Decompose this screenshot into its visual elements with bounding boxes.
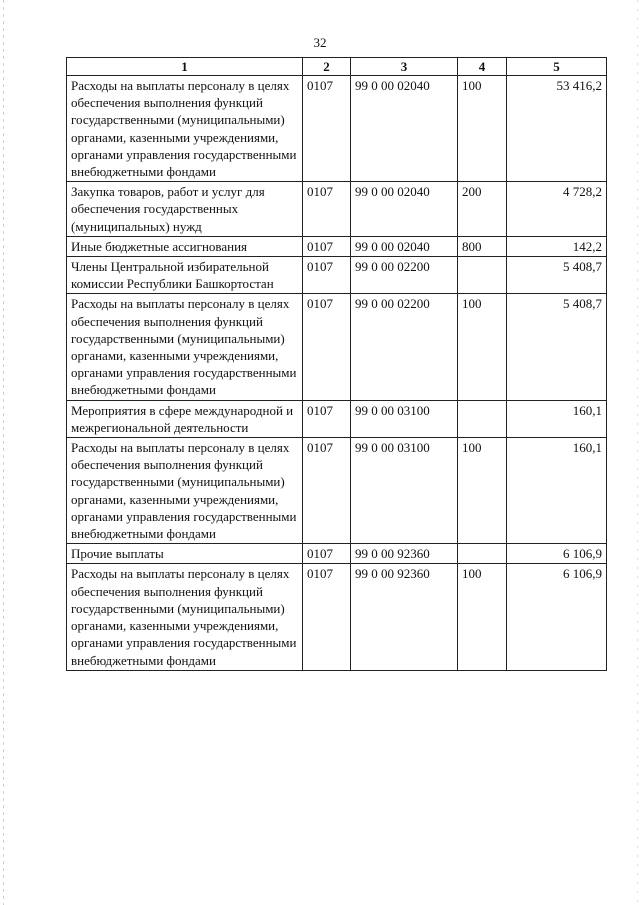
table-row — [67, 182, 607, 237]
row-sum: 160,1 — [507, 400, 607, 437]
row-sum: 5 408,7 — [507, 257, 607, 294]
row-name: Расходы на выплаты персоналу в целях обеспечения выполнения функций государственными (муниципальными) органами, казенными учреждениями, органами управления государственными внебюджетными фондами — [67, 294, 303, 400]
row-name: Расходы на выплаты персоналу в целях обеспечения выполнения функций государственными (муниципальными) органами, казенными учреждениями, органами управления государственными внебюджетными фондами — [67, 564, 303, 670]
row-article: 99 0 00 02040 — [351, 182, 458, 237]
row-sum: 53 416,2 — [507, 76, 607, 182]
row-article: 99 0 00 92360 — [351, 564, 458, 670]
header-col-1: 1 — [67, 58, 303, 76]
table-row — [67, 257, 607, 294]
row-name: Расходы на выплаты персоналу в целях обеспечения выполнения функций государственными (муниципальными) органами, казенными учреждениями, органами управления государственными внебюджетными фондами — [67, 438, 303, 544]
row-name: Прочие выплаты — [67, 544, 303, 564]
table-row — [67, 236, 607, 256]
row-section: 0107 — [303, 236, 351, 256]
row-sum: 6 106,9 — [507, 544, 607, 564]
page-number: 32 — [313, 35, 327, 50]
row-name: Иные бюджетные ассигнования — [67, 236, 303, 256]
header-col-5: 5 — [507, 58, 607, 76]
header-col-4: 4 — [458, 58, 507, 76]
row-expense-type — [458, 544, 507, 564]
row-name: Члены Центральной избирательной комиссии Республики Башкортостан — [67, 257, 303, 294]
row-sum: 142,2 — [507, 236, 607, 256]
header-col-2: 2 — [303, 58, 351, 76]
row-expense-type: 200 — [458, 182, 507, 237]
row-article: 99 0 00 02040 — [351, 76, 458, 182]
row-name: Мероприятия в сфере международной и межрегиональной деятельности — [67, 400, 303, 437]
row-expense-type: 100 — [458, 294, 507, 400]
row-section: 0107 — [303, 294, 351, 400]
row-article: 99 0 00 03100 — [351, 438, 458, 544]
scan-edge-left — [3, 0, 4, 905]
row-section: 0107 — [303, 400, 351, 437]
row-sum: 5 408,7 — [507, 294, 607, 400]
row-article: 99 0 00 92360 — [351, 544, 458, 564]
table-row — [67, 564, 607, 670]
row-article: 99 0 00 02200 — [351, 257, 458, 294]
table-row — [67, 76, 607, 182]
row-expense-type: 800 — [458, 236, 507, 256]
budget-table — [66, 57, 607, 671]
table-row — [67, 400, 607, 437]
row-section: 0107 — [303, 544, 351, 564]
scan-edge-right — [637, 0, 638, 905]
table-row — [67, 438, 607, 544]
row-expense-type: 100 — [458, 564, 507, 670]
row-section: 0107 — [303, 257, 351, 294]
row-expense-type — [458, 400, 507, 437]
table-row — [67, 294, 607, 400]
header-col-3: 3 — [351, 58, 458, 76]
row-sum: 6 106,9 — [507, 564, 607, 670]
row-section: 0107 — [303, 76, 351, 182]
row-sum: 160,1 — [507, 438, 607, 544]
row-sum: 4 728,2 — [507, 182, 607, 237]
row-expense-type: 100 — [458, 76, 507, 182]
row-expense-type — [458, 257, 507, 294]
row-article: 99 0 00 03100 — [351, 400, 458, 437]
row-name: Расходы на выплаты персоналу в целях обеспечения выполнения функций государственными (муниципальными) органами, казенными учреждениями, органами управления государственными внебюджетными фондами — [67, 76, 303, 182]
row-article: 99 0 00 02040 — [351, 236, 458, 256]
row-section: 0107 — [303, 438, 351, 544]
row-section: 0107 — [303, 564, 351, 670]
row-section: 0107 — [303, 182, 351, 237]
row-article: 99 0 00 02200 — [351, 294, 458, 400]
header-row — [67, 58, 607, 76]
row-name: Закупка товаров, работ и услуг для обеспечения государственных (муниципальных) нужд — [67, 182, 303, 237]
row-expense-type: 100 — [458, 438, 507, 544]
table-row — [67, 544, 607, 564]
